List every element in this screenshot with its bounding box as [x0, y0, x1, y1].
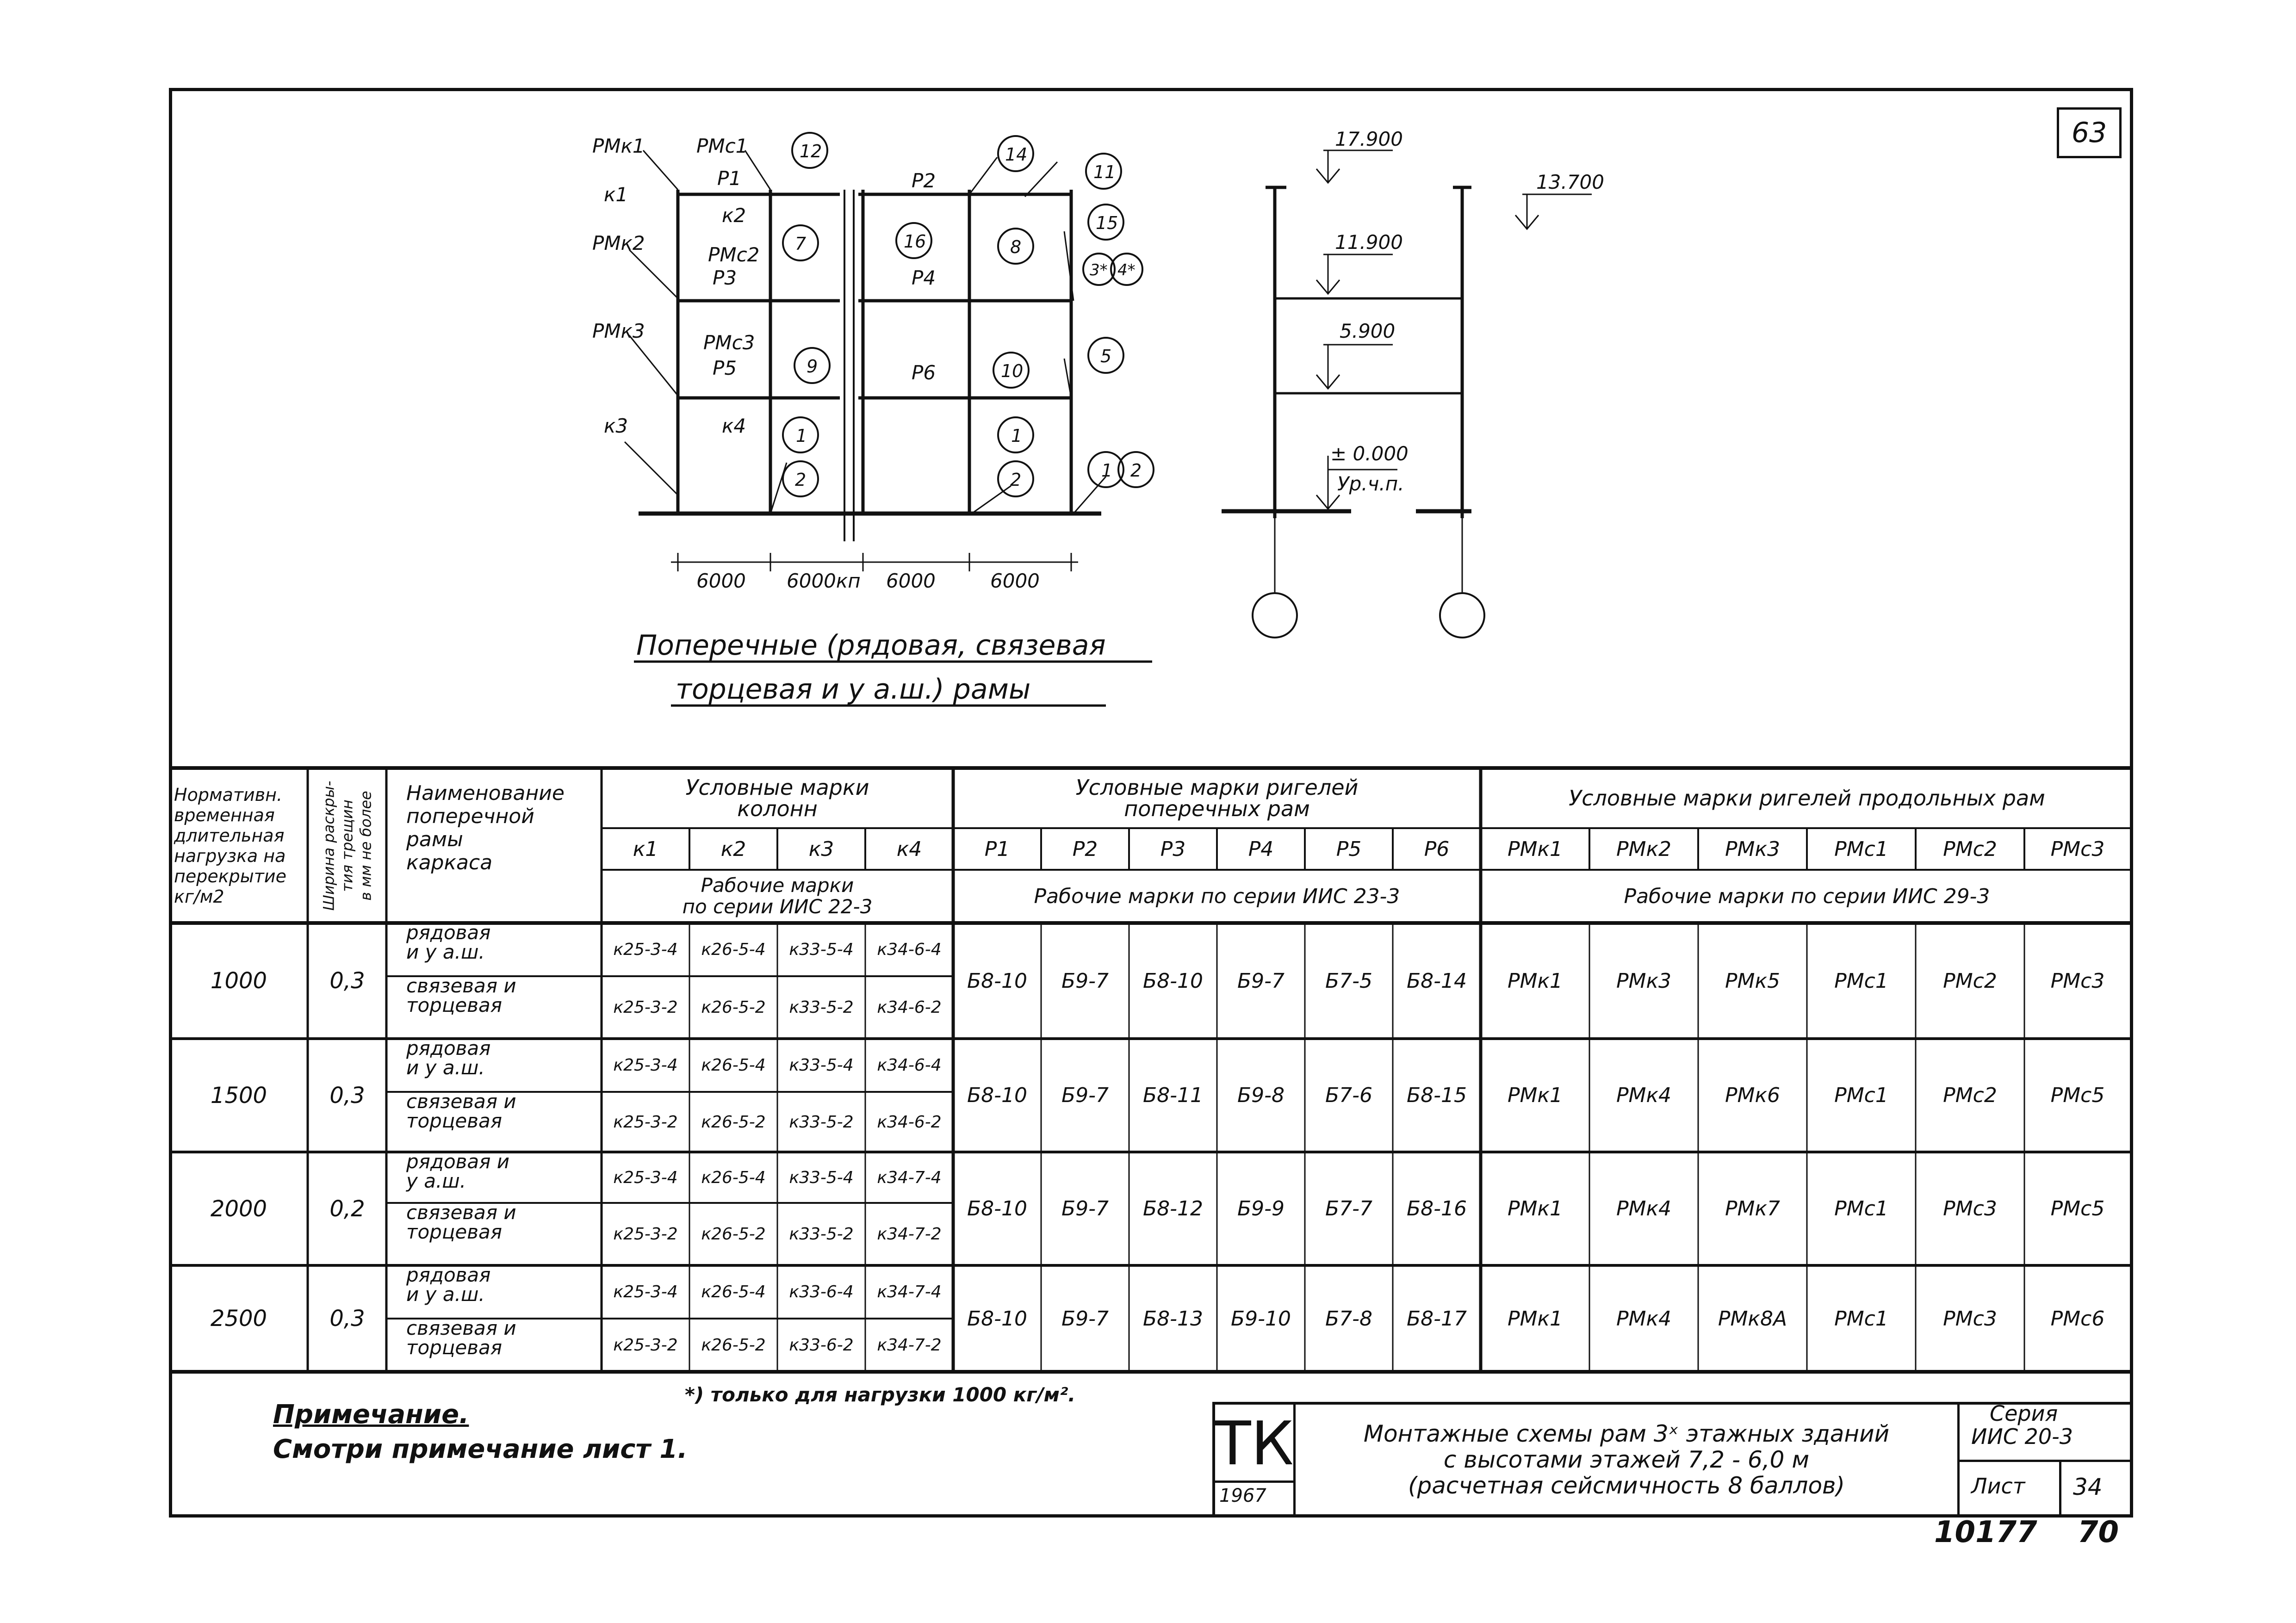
note-text: Смотри примечание лист 1.	[273, 1434, 688, 1464]
note-title: Примечание.	[273, 1400, 469, 1430]
header-beams-line: поперечных рам	[1124, 796, 1310, 821]
circle-2a: 2	[795, 470, 807, 490]
column-mark: к33-5-2	[789, 1112, 854, 1132]
header-load-line: перекрытие	[174, 866, 287, 886]
beam-mark: Б8-12	[1142, 1197, 1204, 1220]
long-mark-2: РМк2	[1616, 837, 1672, 861]
beam-mark: Б7-7	[1325, 1197, 1373, 1220]
crack-value: 0,3	[329, 1306, 365, 1332]
label-k2: к2	[722, 204, 746, 227]
column-mark: к34-6-4	[877, 1056, 942, 1075]
beam-mark: Б8-13	[1142, 1307, 1204, 1331]
beam-mark: Б8-10	[967, 969, 1028, 993]
label-p2: Р2	[912, 169, 936, 192]
long-beam-mark: РМк1	[1507, 1197, 1563, 1220]
sheet-badge-text: 63	[2071, 117, 2107, 149]
label-p3: Р3	[713, 266, 737, 289]
header-columns	[602, 769, 952, 827]
header-columns-line: колонн	[737, 796, 818, 821]
beam-mark-p1: Р1	[984, 837, 1010, 861]
load-value: 2500	[210, 1306, 267, 1332]
frame-name-line: связевая и	[406, 1203, 516, 1224]
elev-11900: 11.900	[1335, 231, 1403, 254]
long-beam-mark: РМс6	[2050, 1307, 2105, 1331]
col-series	[602, 871, 952, 922]
long-mark-1: РМк1	[1507, 837, 1563, 861]
header-crack-line: в мм не более	[357, 790, 375, 901]
label-pmc1: РМс1	[696, 135, 748, 157]
circle-10: 10	[1001, 361, 1024, 381]
column-mark: к34-7-2	[877, 1225, 942, 1244]
label-p6: Р6	[912, 361, 936, 384]
stamp-title	[1300, 1404, 1953, 1515]
beam-mark: Б8-11	[1142, 1084, 1204, 1107]
beam-mark: Б8-10	[967, 1307, 1028, 1331]
label-pmk1: РМк1	[592, 135, 645, 157]
header-name-line: каркаса	[406, 851, 493, 874]
long-beam-mark: РМк4	[1616, 1084, 1672, 1107]
column-mark: к25-3-4	[613, 1056, 678, 1075]
col-mark-k1: к1	[633, 837, 658, 861]
column-mark: к26-5-4	[701, 1056, 766, 1075]
frames-caption-line1: Поперечные (рядовая, связевая	[636, 629, 1106, 662]
label-p4: Р4	[912, 266, 936, 289]
header-load-line: кг/м2	[174, 886, 224, 907]
long-mark-5: РМс2	[1943, 837, 1997, 861]
frame-name	[388, 976, 601, 1039]
span-1: 6000	[696, 570, 746, 592]
long-beam-mark: РМс2	[1943, 969, 1997, 993]
frame-name	[388, 1265, 601, 1319]
col-series-line: по серии ИИС 22-3	[682, 895, 873, 918]
frame-name-line: связевая и	[406, 1092, 516, 1113]
stamp-title-line: с высотами этажей 7,2 - 6,0 м	[1443, 1446, 1810, 1473]
circle-4star: 4*	[1117, 261, 1136, 279]
crack-value: 0,3	[329, 1082, 365, 1109]
long-beam-mark: РМс5	[2050, 1197, 2105, 1220]
circle-15: 15	[1096, 213, 1118, 233]
column-mark: к34-6-2	[877, 1112, 942, 1132]
column-mark: к25-3-2	[613, 1336, 678, 1355]
label-pmc2: РМс2	[708, 243, 760, 266]
column-mark: к33-5-4	[789, 940, 854, 959]
circle-2c: 2	[1130, 460, 1142, 481]
beam-mark-p6: Р6	[1424, 837, 1450, 861]
beam-mark: Б8-10	[967, 1084, 1028, 1107]
frame-name-line: рядовая	[406, 923, 491, 944]
elev-17900: 17.900	[1335, 128, 1403, 150]
column-mark: к33-5-2	[789, 998, 854, 1017]
long-beam-mark: РМс2	[1943, 1084, 1997, 1107]
frame-name-line: и у а.ш.	[406, 1056, 485, 1079]
long-beam-mark: РМк1	[1507, 1084, 1563, 1107]
header-load-line: Нормативн.	[174, 784, 283, 805]
load-value: 2000	[210, 1196, 267, 1222]
column-mark: к34-7-4	[877, 1282, 942, 1301]
beam-mark: Б9-7	[1237, 969, 1285, 993]
beam-mark-p4: Р4	[1248, 837, 1274, 861]
column-mark: к26-5-2	[701, 998, 766, 1017]
page-number: 70	[2078, 1515, 2119, 1549]
column-mark: к26-5-2	[701, 1112, 766, 1132]
stamp-title-line: Монтажные схемы рам 3ˣ этажных зданий	[1363, 1420, 1890, 1447]
column-mark: к33-5-4	[789, 1168, 854, 1187]
header-beams	[954, 769, 1480, 827]
stamp-year: 1967	[1219, 1485, 1266, 1506]
long-beam-mark: РМк1	[1507, 1307, 1563, 1331]
long-beam-mark: РМк8А	[1718, 1307, 1787, 1331]
sheet-label: Лист	[1971, 1474, 2025, 1499]
header-name	[388, 770, 601, 886]
beam-mark: Б9-8	[1237, 1084, 1285, 1107]
header-long: Условные марки ригелей продольных рам	[1569, 785, 2045, 811]
org-logo: ТК	[1214, 1408, 1294, 1479]
long-mark-3: РМк3	[1725, 837, 1781, 861]
circle-12: 12	[800, 141, 822, 161]
long-beam-mark: РМс5	[2050, 1084, 2105, 1107]
long-beam-mark: РМк1	[1507, 969, 1563, 993]
column-mark: к26-5-2	[701, 1225, 766, 1244]
frame-name-line: рядовая и	[406, 1152, 510, 1173]
series-label: Серия	[1990, 1401, 2058, 1426]
frame-name	[388, 923, 601, 976]
circle-1b: 1	[1011, 426, 1023, 446]
circle-7: 7	[795, 234, 807, 254]
long-beam-mark: РМк7	[1725, 1197, 1781, 1220]
crack-value: 0,3	[329, 968, 365, 994]
archive-number: 10177	[1934, 1515, 2037, 1549]
circle-11: 11	[1093, 162, 1116, 182]
series-value: ИИС 20-3	[1971, 1424, 2073, 1449]
column-mark: к34-6-4	[877, 940, 942, 959]
column-mark: к26-5-4	[701, 1282, 766, 1301]
org-divider	[1212, 1481, 1296, 1483]
beam-mark: Б8-10	[967, 1197, 1028, 1220]
column-mark: к34-7-4	[877, 1168, 942, 1187]
beam-mark: Б9-7	[1061, 1084, 1109, 1107]
header-crack-line: Ширина раскры-	[320, 781, 338, 911]
circle-8: 8	[1010, 237, 1022, 257]
col-mark-k3: к3	[808, 837, 834, 861]
frame-name-line: рядовая	[406, 1039, 491, 1059]
label-pmc3: РМс3	[703, 331, 755, 354]
long-mark-6: РМс3	[2050, 837, 2105, 861]
beam-mark-p5: Р5	[1336, 837, 1362, 861]
label-k1: к1	[604, 183, 628, 206]
frame-name-line: у а.ш.	[406, 1170, 466, 1192]
stamp-sheet-divider	[2059, 1460, 2061, 1518]
long-beam-mark: РМс3	[1943, 1307, 1997, 1331]
col-mark-k4: к4	[896, 837, 922, 861]
long-beam-mark: РМк5	[1725, 969, 1781, 993]
header-name-line: поперечной	[406, 805, 534, 828]
beam-mark: Б9-7	[1061, 1307, 1109, 1331]
column-mark: к33-5-2	[789, 1225, 854, 1244]
column-mark: к33-6-4	[789, 1282, 854, 1301]
frame-name-line: связевая и	[406, 976, 516, 997]
header-name-line: Наименование	[406, 781, 565, 805]
frame-name-line: торцевая	[406, 1220, 503, 1243]
frame-name-line: и у а.ш.	[406, 941, 485, 963]
label-k4: к4	[722, 415, 746, 437]
stamp-right-divider	[1957, 1460, 2133, 1462]
beam-mark: Б9-7	[1061, 969, 1109, 993]
label-p5: Р5	[713, 357, 737, 379]
long-beam-mark: РМс3	[2050, 969, 2105, 993]
frames-caption-line2: торцевая и у а.ш.) рамы	[676, 673, 1031, 706]
beam-mark: Б7-8	[1325, 1307, 1373, 1331]
column-mark: к26-5-4	[701, 940, 766, 959]
header-crack	[309, 770, 385, 921]
circle-16: 16	[904, 231, 926, 252]
beam-mark: Б7-5	[1325, 969, 1373, 993]
long-beam-mark: РМс1	[1834, 1197, 1888, 1220]
circle-5: 5	[1100, 346, 1112, 366]
stamp-title-line: (расчетная сейсмичность 8 баллов)	[1408, 1472, 1845, 1499]
column-mark: к25-3-2	[613, 998, 678, 1017]
crack-value: 0,2	[329, 1196, 365, 1222]
header-beams-line: Условные марки ригелей	[1075, 774, 1359, 800]
elev-0000: ± 0.000	[1330, 442, 1409, 465]
column-mark: к25-3-2	[613, 1225, 678, 1244]
beam-mark-p2: Р2	[1072, 837, 1098, 861]
beam-mark: Б8-10	[1142, 969, 1204, 993]
footnote: *) только для нагрузки 1000 кг/м².	[685, 1383, 1076, 1406]
header-load	[171, 770, 306, 921]
long-series: Рабочие марки по серии ИИС 29-3	[1624, 884, 1990, 908]
long-beam-mark: РМс1	[1834, 1084, 1888, 1107]
label-p1: Р1	[717, 167, 742, 190]
column-mark: к25-3-2	[613, 1112, 678, 1132]
load-value: 1500	[210, 1082, 267, 1109]
column-mark: к26-5-2	[701, 1336, 766, 1355]
beam-mark: Б9-7	[1061, 1197, 1109, 1220]
circle-1c: 1	[1101, 460, 1113, 481]
col-series-line: Рабочие марки	[701, 874, 854, 897]
beam-mark-p3: Р3	[1160, 837, 1186, 861]
circle-3star: 3*	[1090, 261, 1108, 279]
elev-label-ground: Ур.ч.п.	[1337, 472, 1404, 495]
col-mark-k2: к2	[720, 837, 746, 861]
frame-name	[388, 1152, 601, 1203]
sheet-value: 34	[2073, 1474, 2103, 1500]
circle-1a: 1	[796, 426, 807, 446]
frame-name	[388, 1039, 601, 1092]
elev-13700: 13.700	[1536, 171, 1604, 193]
elev-5900: 5.900	[1340, 320, 1396, 342]
column-mark: к33-6-2	[789, 1336, 854, 1355]
frame-name-line: связевая и	[406, 1319, 516, 1339]
long-beam-mark: РМс1	[1834, 969, 1888, 993]
long-mark-4: РМс1	[1834, 837, 1888, 861]
span-4: 6000	[990, 570, 1040, 592]
load-value: 1000	[210, 968, 267, 994]
header-name-line: рамы	[406, 828, 463, 851]
frame-name	[388, 1203, 601, 1265]
column-mark: к25-3-4	[613, 1168, 678, 1187]
span-3: 6000	[886, 570, 936, 592]
beam-mark: Б7-6	[1325, 1084, 1373, 1107]
frame-name-line: рядовая	[406, 1265, 491, 1286]
header-load-line: временная	[174, 805, 275, 825]
header-crack-line: тия трещин	[338, 799, 356, 892]
frame-name-line: торцевая	[406, 1109, 503, 1132]
beam-mark: Б8-16	[1406, 1197, 1467, 1220]
column-mark: к26-5-4	[701, 1168, 766, 1187]
long-beam-mark: РМс3	[1943, 1197, 1997, 1220]
column-mark: к25-3-4	[613, 940, 678, 959]
column-mark: к34-6-2	[877, 998, 942, 1017]
beam-mark: Б8-15	[1406, 1084, 1467, 1107]
beam-series: Рабочие марки по серии ИИС 23-3	[1034, 884, 1400, 908]
header-columns-line: Условные марки	[685, 774, 869, 800]
long-beam-mark: РМс1	[1834, 1307, 1888, 1331]
beam-mark: Б9-10	[1230, 1307, 1291, 1331]
frame-name	[388, 1092, 601, 1152]
circle-2b: 2	[1010, 470, 1022, 490]
long-beam-mark: РМк4	[1616, 1307, 1672, 1331]
column-mark: к34-7-2	[877, 1336, 942, 1355]
header-load-line: нагрузка на	[174, 845, 286, 866]
label-pmk3: РМк3	[592, 320, 645, 342]
frame-name-line: торцевая	[406, 1336, 503, 1359]
header-load-line: длительная	[174, 825, 285, 846]
label-pmk2: РМк2	[592, 232, 645, 254]
long-beam-mark: РМк4	[1616, 1197, 1672, 1220]
long-beam-mark: РМк6	[1725, 1084, 1781, 1107]
circle-9: 9	[807, 356, 818, 377]
beam-mark: Б8-17	[1406, 1307, 1467, 1331]
frame-name-line: и у а.ш.	[406, 1283, 485, 1306]
span-2: 6000кп	[787, 570, 861, 592]
beam-mark: Б8-14	[1406, 969, 1467, 993]
label-k3: к3	[604, 415, 628, 437]
circle-14: 14	[1005, 144, 1028, 165]
column-mark: к33-5-4	[789, 1056, 854, 1075]
frame-name-line: торцевая	[406, 994, 503, 1016]
long-beam-mark: РМк3	[1616, 969, 1672, 993]
frame-name	[388, 1319, 601, 1372]
beam-mark: Б9-9	[1237, 1197, 1285, 1220]
column-mark: к25-3-4	[613, 1282, 678, 1301]
